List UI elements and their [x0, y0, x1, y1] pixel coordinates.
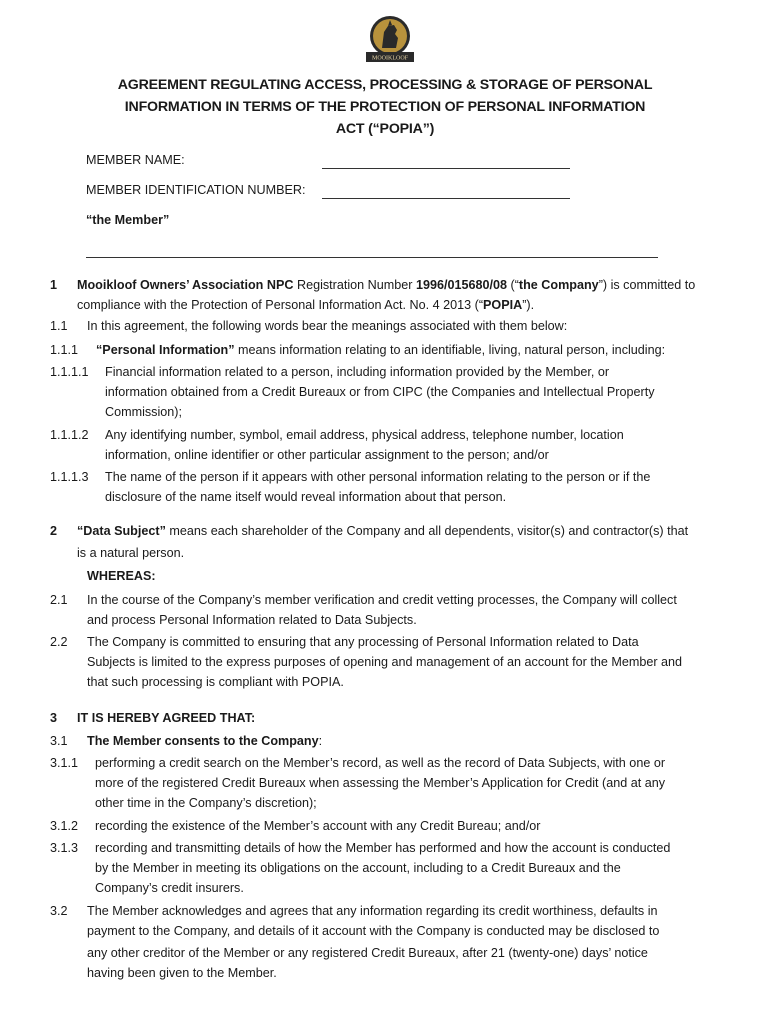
section-1-line-2	[77, 295, 534, 315]
section-1-1-1-2-number: 1.1.1.2	[50, 428, 89, 442]
section-3-1-number: 3.1	[50, 734, 68, 748]
company-name: Mooikloof Owners’ Association NPC	[77, 278, 294, 292]
compliance-text: compliance with the Protection of Personal Information Act. No. 4 2013 (“	[77, 298, 484, 312]
section-2-2-line-2: Subjects is limited to the express purposes of opening and management of an account for the Member and	[87, 655, 683, 669]
section-2-2-line-3: that such processing is compliant with POPIA.	[87, 675, 344, 689]
section-1-line-1	[77, 275, 695, 295]
section-2-1-line-2: and process Personal Information related to Data Subjects.	[87, 613, 417, 627]
section-2-1-number: 2.1	[50, 593, 68, 607]
section-3-1-1-line-2: more of the registered Credit Bureaux when assessing the Member’s Application for Credit (and at any	[95, 776, 666, 790]
section-1-1-1-3-line-2: disclosure of the name itself would reveal information about that person.	[105, 490, 507, 504]
logo-text: MOOIKLOOF	[372, 55, 408, 62]
member-id-label: MEMBER IDENTIFICATION NUMBER:	[86, 183, 306, 197]
member-id-field[interactable]	[322, 184, 570, 199]
section-1-1-1-1-line-2: information obtained from a Credit Bureaux or from CIPC (the Companies and Intellectual Property	[105, 385, 655, 399]
data-subject-term: “Data Subject”	[77, 524, 166, 538]
open-quote: (“	[507, 278, 519, 292]
member-name-field[interactable]	[322, 154, 570, 169]
section-3-number: 3	[50, 711, 58, 725]
section-3-heading: IT IS HEREBY AGREED THAT:	[77, 711, 256, 725]
section-1-1-1-1-line-1: Financial information related to a person, including information provided by the Member, or	[105, 365, 610, 379]
section-1-number: 1	[50, 278, 58, 292]
data-subject-definition: means each shareholder of the Company and all dependents, visitor(s) and contractor(s) that	[165, 524, 689, 538]
the-member-label: “the Member”	[86, 213, 170, 227]
section-2-1-line-1: In the course of the Company’s member verification and credit vetting processes, the Company will collect	[87, 593, 677, 607]
section-1-1-1-1-number: 1.1.1.1	[50, 365, 89, 379]
section-2-2-line-1: The Company is committed to ensuring that any processing of Personal Information related to Data	[87, 635, 639, 649]
section-1-1-text: In this agreement, the following words bear the meanings associated with them below:	[87, 319, 568, 333]
title-line-1: AGREEMENT REGULATING ACCESS, PROCESSING & STORAGE OF PERSONAL	[117, 77, 653, 93]
section-1-1-1-1-line-3: Commission);	[105, 405, 182, 419]
member-consents-heading: The Member consents to the Company	[87, 734, 319, 748]
section-2-number: 2	[50, 524, 58, 538]
personal-information-term: “Personal Information”	[96, 343, 235, 357]
section-1-1-1-number: 1.1.1	[50, 343, 79, 357]
mooikloof-logo	[360, 14, 420, 66]
personal-information-definition: means information relating to an identifiable, living, natural person, including:	[234, 343, 666, 357]
section-3-1-2-number: 3.1.2	[50, 819, 79, 833]
section-2-line-1	[77, 521, 688, 541]
section-3-2-line-1: The Member acknowledges and agrees that any information regarding its credit worthiness, defaults in	[87, 904, 658, 918]
section-3-1-2-line-1: recording the existence of the Member’s account with any Credit Bureau; and/or	[95, 819, 541, 833]
whereas-heading: WHEREAS:	[87, 569, 156, 583]
close-quote: ”).	[522, 298, 535, 312]
section-2-2-number: 2.2	[50, 635, 68, 649]
popia-term: POPIA	[483, 298, 523, 312]
member-signature-line[interactable]	[86, 243, 658, 258]
section-3-1-text	[87, 731, 322, 751]
committed-text: ”) is committed to	[598, 278, 696, 292]
section-3-2-line-2: payment to the Company, and details of it account with the Company is conducted may be disclosed to	[87, 924, 660, 938]
section-3-1-3-line-3: Company’s credit insurers.	[95, 881, 244, 895]
section-1-1-1-3-line-1: The name of the person if it appears with other personal information relating to the person or if the	[105, 470, 651, 484]
title-line-3: ACT (“POPIA”)	[335, 121, 435, 137]
section-1-1-number: 1.1	[50, 319, 68, 333]
section-3-2-number: 3.2	[50, 904, 68, 918]
section-3-1-3-line-1: recording and transmitting details of how the Member has performed and how the account is conducted	[95, 841, 671, 855]
registration-number: 1996/015680/08	[415, 278, 508, 292]
section-1-1-1-3-number: 1.1.1.3	[50, 470, 89, 484]
section-2-line-2: is a natural person.	[77, 546, 185, 560]
section-3-2-line-4: having been given to the Member.	[87, 966, 277, 980]
member-consents-colon: :	[318, 734, 323, 748]
section-1-1-1-2-line-1: Any identifying number, symbol, email address, physical address, telephone number, location	[105, 428, 624, 442]
section-3-1-3-number: 3.1.3	[50, 841, 79, 855]
section-1-1-1-text	[96, 340, 665, 360]
section-3-1-3-line-2: by the Member in meeting its obligations on the account, including to a Credit Bureaux and the	[95, 861, 621, 875]
section-3-1-1-line-1: performing a credit search on the Member’s record, as well as the record of Data Subjects, with one or	[95, 756, 666, 770]
title-line-2: INFORMATION IN TERMS OF THE PROTECTION OF PERSONAL INFORMATION	[124, 99, 646, 115]
document-title	[90, 74, 680, 140]
section-3-2-line-3: any other creditor of the Member or any registered Credit Bureaux, after 21 (twenty-one) days’ notice	[87, 946, 648, 960]
section-3-1-1-line-3: other time in the Company’s discretion);	[95, 796, 317, 810]
registration-label: Registration Number	[293, 278, 416, 292]
section-1-1-1-2-line-2: information, online identifier or other particular assignment to the person; and/or	[105, 448, 549, 462]
section-3-1-1-number: 3.1.1	[50, 756, 79, 770]
member-name-label: MEMBER NAME:	[86, 153, 185, 167]
the-company-term: the Company	[518, 278, 599, 292]
